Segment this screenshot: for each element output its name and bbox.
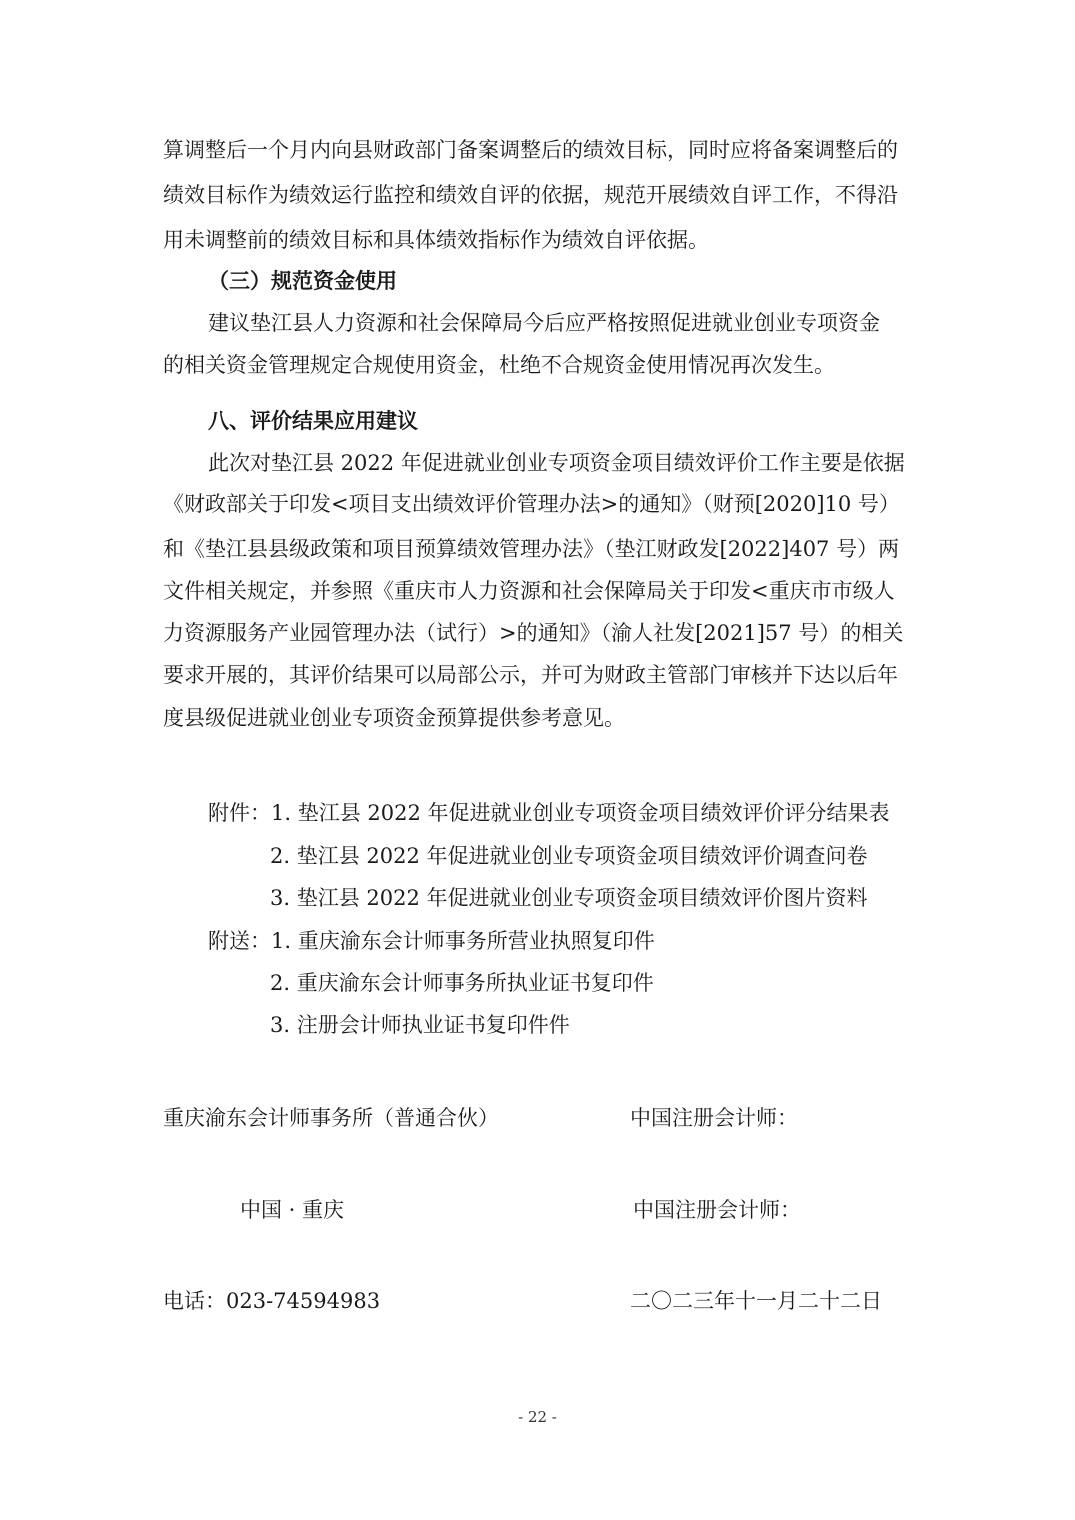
body-text-line: 度县级促进就业创业专项资金预算提供参考意见。	[163, 706, 625, 730]
firm-phone: 电话：023-74594983	[163, 1289, 381, 1313]
cc-item: 2. 重庆渝东会计师事务所执业证书复印件	[270, 971, 654, 995]
body-text-line: 算调整后一个月内向县财政部门备案调整后的绩效目标，同时应将备案调整后的	[163, 138, 898, 162]
body-text-line: 绩效目标作为绩效运行监控和绩效自评的依据，规范开展绩效自评工作，不得沿	[163, 183, 898, 207]
body-text-line: 此次对垫江县 2022 年促进就业创业专项资金项目绩效评价工作主要是依据	[208, 451, 905, 475]
cc-item: 3. 注册会计师执业证书复印件件	[270, 1013, 570, 1037]
firm-name: 重庆渝东会计师事务所（普通合伙）	[163, 1106, 499, 1130]
section-heading: （三）规范资金使用	[208, 269, 397, 293]
body-text-line: 的相关资金管理规定合规使用资金，杜绝不合规资金使用情况再次发生。	[163, 353, 835, 377]
cc-item: 附送：1. 重庆渝东会计师事务所营业执照复印件	[208, 929, 655, 953]
body-text-line: 建议垫江县人力资源和社会保障局今后应严格按照促进就业创业专项资金	[208, 311, 880, 335]
section-heading: 八、评价结果应用建议	[208, 409, 418, 433]
body-text-line: 用未调整前的绩效目标和具体绩效指标作为绩效自评依据。	[163, 228, 709, 252]
attachment-item: 附件：1. 垫江县 2022 年促进就业创业专项资金项目绩效评价评分结果表	[208, 801, 890, 825]
attachment-item: 3. 垫江县 2022 年促进就业创业专项资金项目绩效评价图片资料	[270, 886, 868, 910]
cpa-label: 中国注册会计师：	[630, 1106, 798, 1130]
cpa-label: 中国注册会计师：	[633, 1198, 801, 1222]
body-text-line: 和《垫江县县级政策和项目预算绩效管理办法》（垫江财政发[2022]407 号）两	[163, 537, 900, 561]
body-text-line: 要求开展的，其评价结果可以局部公示，并可为财政主管部门审核并下达以后年	[163, 663, 898, 687]
page-number: - 22 -	[518, 1408, 557, 1426]
body-text-line: 力资源服务产业园管理办法（试行）>的通知》（渝人社发[2021]57 号）的相关	[163, 621, 904, 645]
attachment-item: 2. 垫江县 2022 年促进就业创业专项资金项目绩效评价调查问卷	[270, 844, 868, 868]
body-text-line: 《财政部关于印发<项目支出绩效评价管理办法>的通知》（财预[2020]10 号）	[163, 492, 900, 516]
report-date: 二〇二三年十一月二十二日	[630, 1289, 882, 1313]
firm-location: 中国 · 重庆	[240, 1198, 345, 1222]
body-text-line: 文件相关规定，并参照《重庆市人力资源和社会保障局关于印发<重庆市市级人	[163, 579, 895, 603]
